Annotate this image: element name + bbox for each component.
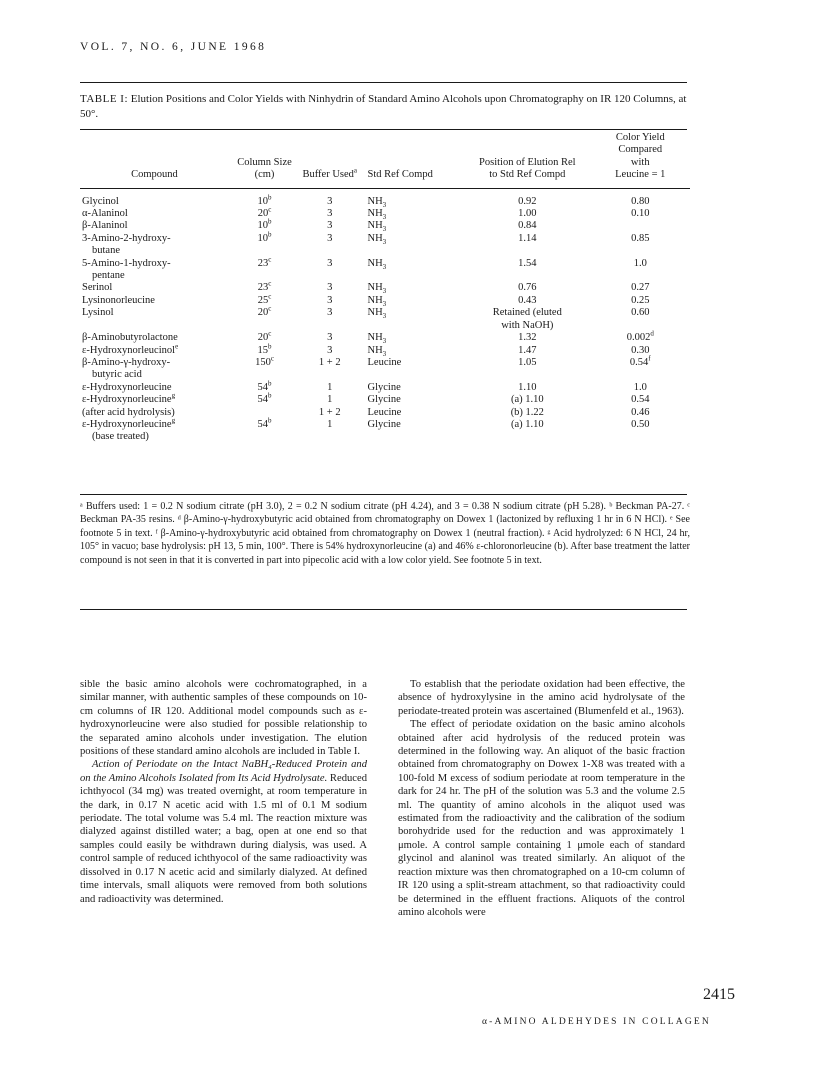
left-column [80, 678, 367, 906]
cell-buffer: 3 [327, 257, 333, 269]
journal-header: VOL. 7, NO. 6, JUNE 1968 [80, 41, 267, 53]
cell-std-ref: $NH_3$ [367, 257, 387, 271]
paragraph: The effect of periodate oxidation on the basic amino alcohols obtained after acid hydrolysis of the reduced protein was determined in the following way. An aliquot of the basic fraction obtained from chromatography on Dowex 1-X8 was treated with a 100-fold M excess of sodium periodate at room temperature in the dark for 24 hr. The pH of the solution was 5.3 and the volume 2.5 ml. The quantity of amino alcohols in the aliquot used was estimated from the radioactivity and the calibration of the sodium borohydride used for the reduction and was approximately 1 μmole. A control sample containing 1 μmole each of standard glycinol and alaninol was treated similarly. An aliquot of the reaction mixture was then chromatographed on a 10-cm column of IR 120 using a split-stream attachment, so that radioactivity could be determined in the effluent fractions. Aliquots of the control amino alcohols were [398, 719, 685, 918]
table-row [80, 332, 690, 344]
cell-position: 0.92 [518, 195, 537, 207]
cell-buffer: 3 [327, 332, 333, 344]
cell-buffer: 3 [327, 208, 333, 220]
col-column-size: Column Size (cm) [237, 156, 292, 181]
cell-std-ref: $NH_3$ [367, 195, 387, 209]
cell-compound: Glycinol [82, 195, 119, 207]
cell-std-ref: Leucine [367, 406, 402, 418]
cell-buffer: 3 [327, 294, 333, 306]
cell-color-yield: 0.85 [631, 232, 650, 244]
cell-column-size: 23$^c$ [257, 255, 272, 269]
paragraph-body: Reduced ichthyocol (34 mg) was treated overnight, at room temperature in the dark, in 0.17 N acetic acid with 1.5 ml of 0.1 M sodium periodate. The total volume was 5.4 ml. The reaction mixture was dialyzed against distilled water; a bag, open at one end so that samples could easily be withdrawn during dialysis, was used. A control sample of reduced ichthyocol of the same radioactivity was dissolved in 0.17 N acetic acid and similarly dialyzed. At defined time intervals, small aliquots were removed from both solutions and radioactivity was determined. [80, 772, 367, 905]
cell-column-size: 54$^b$ [257, 379, 272, 393]
page-number: 2415 [703, 986, 735, 1003]
cell-color-yield: 0.80 [631, 195, 650, 207]
cell-compound: ε-Hydroxynorleucine [82, 381, 172, 393]
cell-compound: 3-Amino-2-hydroxy- butane [82, 232, 171, 257]
table-caption [80, 92, 690, 122]
cell-position: 1.10 [518, 381, 537, 393]
cell-compound: β-Aminobutyrolactone [82, 332, 178, 344]
cell-position: 0.43 [518, 294, 537, 306]
table-row [80, 220, 690, 232]
cell-position: 1.54 [518, 257, 537, 269]
running-foot: α-AMINO ALDEHYDES IN COLLAGEN [482, 1017, 711, 1027]
table-row [80, 282, 690, 294]
cell-compound: ε-Hydroxynorleucine$^g$ (base treated) [82, 416, 176, 443]
cell-color-yield: 0.54$^f$ [629, 354, 651, 368]
table-bottom-rule [80, 494, 687, 495]
right-column [398, 678, 685, 919]
cell-std-ref: $NH_3$ [367, 307, 387, 321]
cell-color-yield: 0.002$^d$ [626, 329, 654, 344]
table-row [80, 357, 690, 382]
cell-compound: α-Alaninol [82, 208, 128, 220]
cell-compound: β-Amino-γ-hydroxy- butyric acid [82, 356, 171, 381]
cell-buffer: 3 [327, 344, 333, 356]
cell-column-size: 10$^b$ [257, 193, 272, 207]
cell-std-ref: $NH_3$ [367, 294, 387, 308]
cell-compound: 5-Amino-1-hydroxy- pentane [82, 257, 171, 282]
cell-buffer: 3 [327, 307, 333, 319]
cell-column-size: 54$^b$ [257, 416, 272, 430]
table-row [80, 394, 690, 406]
paragraph: sible the basic amino alcohols were cochromatographed, in a similar manner, with authentic samples of these compounds on 10-cm columns of IR 120. Additional model compounds such as ε-hydroxynorleucine were also studied for possible relationship to the separated amino alcohols under investigation. The elution positions of these standard amino alcohols are included in Table I. [80, 679, 367, 758]
cell-buffer: 1 [327, 418, 333, 430]
cell-buffer: 1 [327, 381, 333, 393]
cell-position: (b) 1.22 [510, 406, 544, 418]
cell-color-yield: 1.0 [633, 257, 647, 269]
cell-color-yield: 0.27 [631, 282, 650, 294]
elution-table [80, 132, 690, 444]
cell-position: 1.05 [518, 356, 537, 368]
top-rule [80, 82, 687, 83]
table-top-rule [80, 129, 687, 130]
table-row [80, 295, 690, 307]
cell-position: 1.32 [518, 332, 537, 344]
table-label: TABLE I: [80, 93, 129, 105]
table-footnotes: ᵃ Buffers used: 1 = 0.2 N sodium citrate (pH 3.0), 2 = 0.2 N sodium citrate (pH 4.24), and 3 = 0.38 N sodium citrate (pH 5.28). ᵇ Beckman PA-27. ᶜ Beckman PA-35 resins. ᵈ β-Amino-γ-hydroxybutyric acid obtained from chromatography on Dowex 1 (lactonized by refluxing 1 hr in 6 N HCl). ᵉ See footnote 5 in text. ᶠ β-Amino-γ-hydroxybutyric acid obtained from chromatography on Dowex 1 (neutral fraction). ᵍ Acid hydrolyzed: 6 N HCl, 24 hr, 105° in vacuo; base hydrolysis: pH 13, 5 min, 100°. There is 54% hydroxynorleucine (a) and 46% ε-chloronorleucine (b). After base treatment the latter compound is not seen in that it is converted in part into pipecolic acid with a low color yield. See footnote 5 in text. [80, 501, 690, 566]
cell-compound: (after acid hydrolysis) [82, 406, 175, 418]
cell-position: (a) 1.10 [510, 418, 544, 430]
col-buffer: Buffer Used$^a$ [302, 166, 358, 181]
cell-std-ref: $NH_3$ [367, 208, 387, 222]
cell-color-yield: 0.25 [631, 294, 650, 306]
table-row [80, 233, 690, 258]
cell-compound: Serinol [82, 282, 113, 294]
cell-column-size: 25$^c$ [257, 292, 272, 306]
cell-position: (a) 1.10 [510, 394, 544, 406]
cell-color-yield [591, 220, 690, 232]
cell-column-size: 10$^b$ [257, 230, 272, 244]
cell-position: Retained (eluted with NaOH) [492, 307, 562, 331]
cell-std-ref: Glycine [367, 418, 401, 430]
cell-std-ref: Leucine [367, 356, 402, 368]
cell-position: 1.14 [518, 232, 537, 244]
cell-position: 0.76 [518, 282, 537, 294]
table-row [80, 345, 690, 357]
table-row [80, 307, 690, 332]
cell-color-yield: 0.60 [631, 307, 650, 319]
cell-color-yield: 0.54 [631, 394, 650, 406]
cell-position: 1.47 [518, 344, 537, 356]
cell-compound: Lysinol [82, 307, 114, 319]
table-row [80, 188, 690, 208]
table-row [80, 208, 690, 220]
cell-position: 1.00 [518, 208, 537, 220]
cell-std-ref: Glycine [367, 381, 401, 393]
cell-buffer: 1 [327, 394, 333, 406]
cell-column-size: 23$^c$ [257, 279, 272, 294]
section-heading: Action of Periodate on the Intact NaBH₄-Reduced Protein and on the Amino Alcohols Isolated from Its Acid Hydrolysate. [80, 759, 367, 784]
cell-column-size: 20$^c$ [257, 205, 272, 220]
cell-buffer: 1 + 2 [318, 406, 341, 418]
col-compound: Compound [131, 169, 178, 181]
cell-column-size: 150$^c$ [255, 354, 274, 368]
cell-std-ref: $NH_3$ [367, 344, 387, 358]
cell-buffer: 3 [327, 195, 333, 207]
cell-std-ref: $NH_3$ [367, 282, 387, 296]
cell-buffer: 1 + 2 [318, 356, 341, 368]
cell-compound: Lysinonorleucine [82, 294, 155, 306]
cell-column-size: 15$^b$ [257, 342, 272, 356]
cell-compound: β-Alaninol [82, 220, 128, 232]
col-position: Position of Elution Rel to Std Ref Compd [479, 156, 576, 181]
cell-std-ref: $NH_3$ [367, 232, 387, 246]
cell-column-size: 20$^c$ [257, 329, 272, 344]
cell-color-yield: 0.10 [631, 208, 650, 220]
cell-std-ref: Glycine [367, 394, 401, 406]
cell-color-yield: 0.46 [631, 406, 650, 418]
cell-buffer: 3 [327, 232, 333, 244]
table-row [80, 419, 690, 444]
cell-buffer: 3 [327, 282, 333, 294]
cell-compound: ε-Hydroxynorleucinol$^e$ [82, 342, 179, 356]
table-row [80, 258, 690, 283]
cell-buffer: 3 [327, 220, 333, 232]
table-caption-text: Elution Positions and Color Yields with Ninhydrin of Standard Amino Alcohols upon Chromatography on IR 120 Columns, at 50°. [80, 93, 687, 120]
cell-color-yield: 0.50 [631, 418, 650, 430]
cell-column-size: 20$^c$ [257, 304, 272, 319]
footnote-rule [80, 609, 687, 610]
paragraph [80, 758, 367, 905]
cell-column-size: 10$^b$ [257, 217, 272, 232]
cell-column-size: 54$^b$ [257, 391, 272, 406]
cell-color-yield: 0.30 [631, 344, 650, 356]
paragraph: To establish that the periodate oxidation had been effective, the absence of hydroxylysine in the amino acid hydrolysate of the periodate-treated protein was ascertained (Blumenfeld et al., 1963). [398, 679, 685, 717]
cell-column-size [229, 407, 300, 419]
cell-compound: ε-Hydroxynorleucine$^g$ [82, 391, 176, 406]
cell-color-yield: 1.0 [633, 381, 647, 393]
cell-position: 0.84 [518, 220, 537, 232]
col-color-yield: Color Yield Compared with Leucine = 1 [615, 132, 666, 181]
cell-std-ref: $NH_3$ [367, 332, 387, 346]
cell-std-ref: $NH_3$ [367, 220, 387, 234]
col-std-ref: Std Ref Compd [367, 169, 433, 181]
